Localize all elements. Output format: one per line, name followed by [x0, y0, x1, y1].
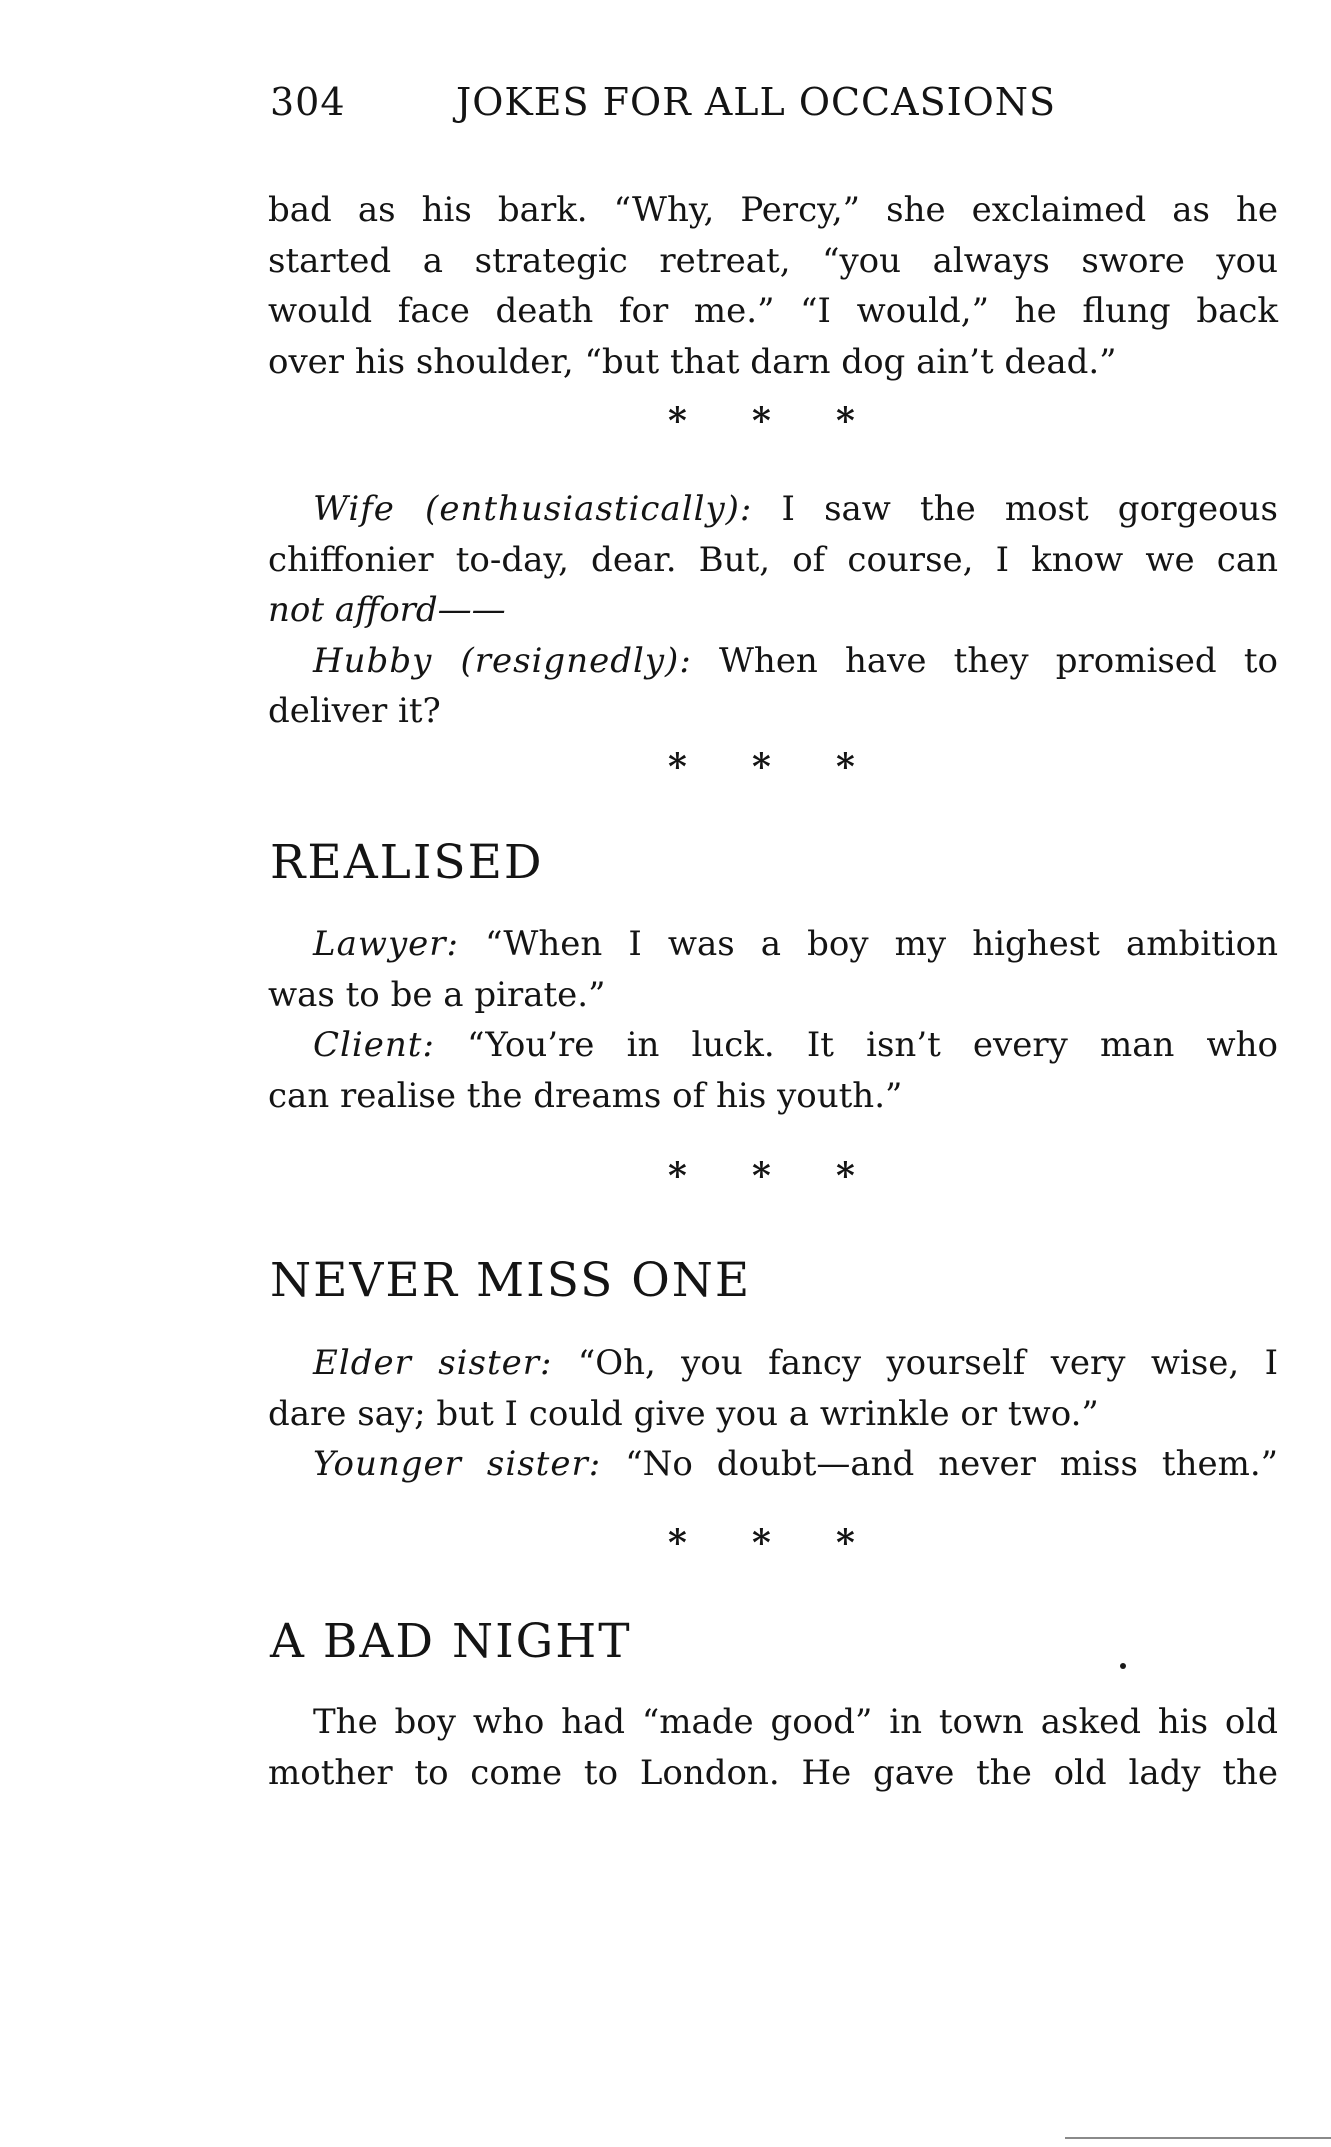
speaker-label: Client: [313, 1025, 435, 1065]
realised-joke [268, 919, 1278, 1121]
text-line: chiffonier to-day, dear. But, of course, I know we can [268, 539, 1278, 580]
dialogue-line [268, 484, 1278, 535]
section-heading: NEVER MISS ONE [270, 1253, 752, 1308]
asterisk: * [752, 746, 771, 788]
text-line: bad as his bark. “Why, Percy,” she exclaimed as he [268, 190, 1278, 230]
dialogue-line [268, 636, 1278, 687]
speaker-label: Wife (enthusiastically): [313, 489, 753, 529]
dialogue-line [268, 919, 1278, 970]
wife-hubby-joke [268, 484, 1278, 737]
section-separator [668, 400, 868, 440]
text-line: can realise the dreams of his youth.” [268, 1075, 903, 1116]
section-heading: REALISED [270, 835, 544, 890]
asterisk: * [836, 1522, 855, 1564]
section-separator [668, 1522, 868, 1562]
text-line: would face death for me.” “I would,” he flung back [268, 291, 1278, 331]
running-head [270, 80, 1280, 130]
dialogue-text: When have they promised to [718, 640, 1278, 681]
text-line: mother to come to London. He gave the old lady the [268, 1752, 1278, 1793]
section-separator [668, 1155, 868, 1195]
dialogue-text: “No doubt—and never miss them.” [625, 1444, 1279, 1484]
joke-continuation-paragraph [268, 185, 1278, 387]
never-miss-one-joke [268, 1338, 1278, 1490]
print-speck [1120, 1663, 1126, 1669]
asterisk: * [668, 1155, 687, 1197]
dialogue-text: “You’re in luck. It isn’t every man who [467, 1025, 1279, 1065]
a-bad-night-paragraph [268, 1697, 1278, 1798]
asterisk: * [752, 1522, 771, 1564]
asterisk: * [836, 746, 855, 788]
text-line: not afford—— [268, 590, 506, 630]
text-line: deliver it? [268, 691, 441, 731]
speaker-label: Younger sister: [313, 1444, 602, 1484]
text-line: The boy who had “made good” in town asked his old [313, 1702, 1278, 1742]
text-line: over his shoulder, “but that darn dog ain’t dead.” [268, 341, 1117, 382]
speaker-label: Hubby (resignedly): [313, 640, 692, 681]
dialogue-line [268, 1338, 1278, 1389]
speaker-label: Elder sister: [313, 1343, 553, 1383]
section-heading: A BAD NIGHT [270, 1614, 632, 1669]
asterisk: * [836, 1155, 855, 1197]
dialogue-text: “When I was a boy my highest ambition [485, 924, 1278, 964]
page-number: 304 [270, 80, 346, 124]
asterisk: * [752, 400, 771, 442]
page-edge-rule [1065, 2137, 1331, 2139]
speaker-label: Lawyer: [313, 924, 459, 964]
asterisk: * [668, 1522, 687, 1564]
dialogue-line [268, 1020, 1278, 1071]
text-line: was to be a pirate.” [268, 974, 606, 1015]
section-separator [668, 746, 868, 786]
text-line: started a strategic retreat, “you always swore you [268, 240, 1278, 281]
asterisk: * [668, 746, 687, 788]
dialogue-text: “Oh, you fancy yourself very wise, I [577, 1343, 1278, 1383]
asterisk: * [668, 400, 687, 442]
dialogue-line [268, 1439, 1278, 1490]
book-title: JOKES FOR ALL OCCASIONS [456, 80, 1057, 124]
text-line: dare say; but I could give you a wrinkle or two.” [268, 1393, 1099, 1434]
asterisk: * [836, 400, 855, 442]
dialogue-text: I saw the most gorgeous [781, 489, 1278, 529]
asterisk: * [752, 1155, 771, 1197]
